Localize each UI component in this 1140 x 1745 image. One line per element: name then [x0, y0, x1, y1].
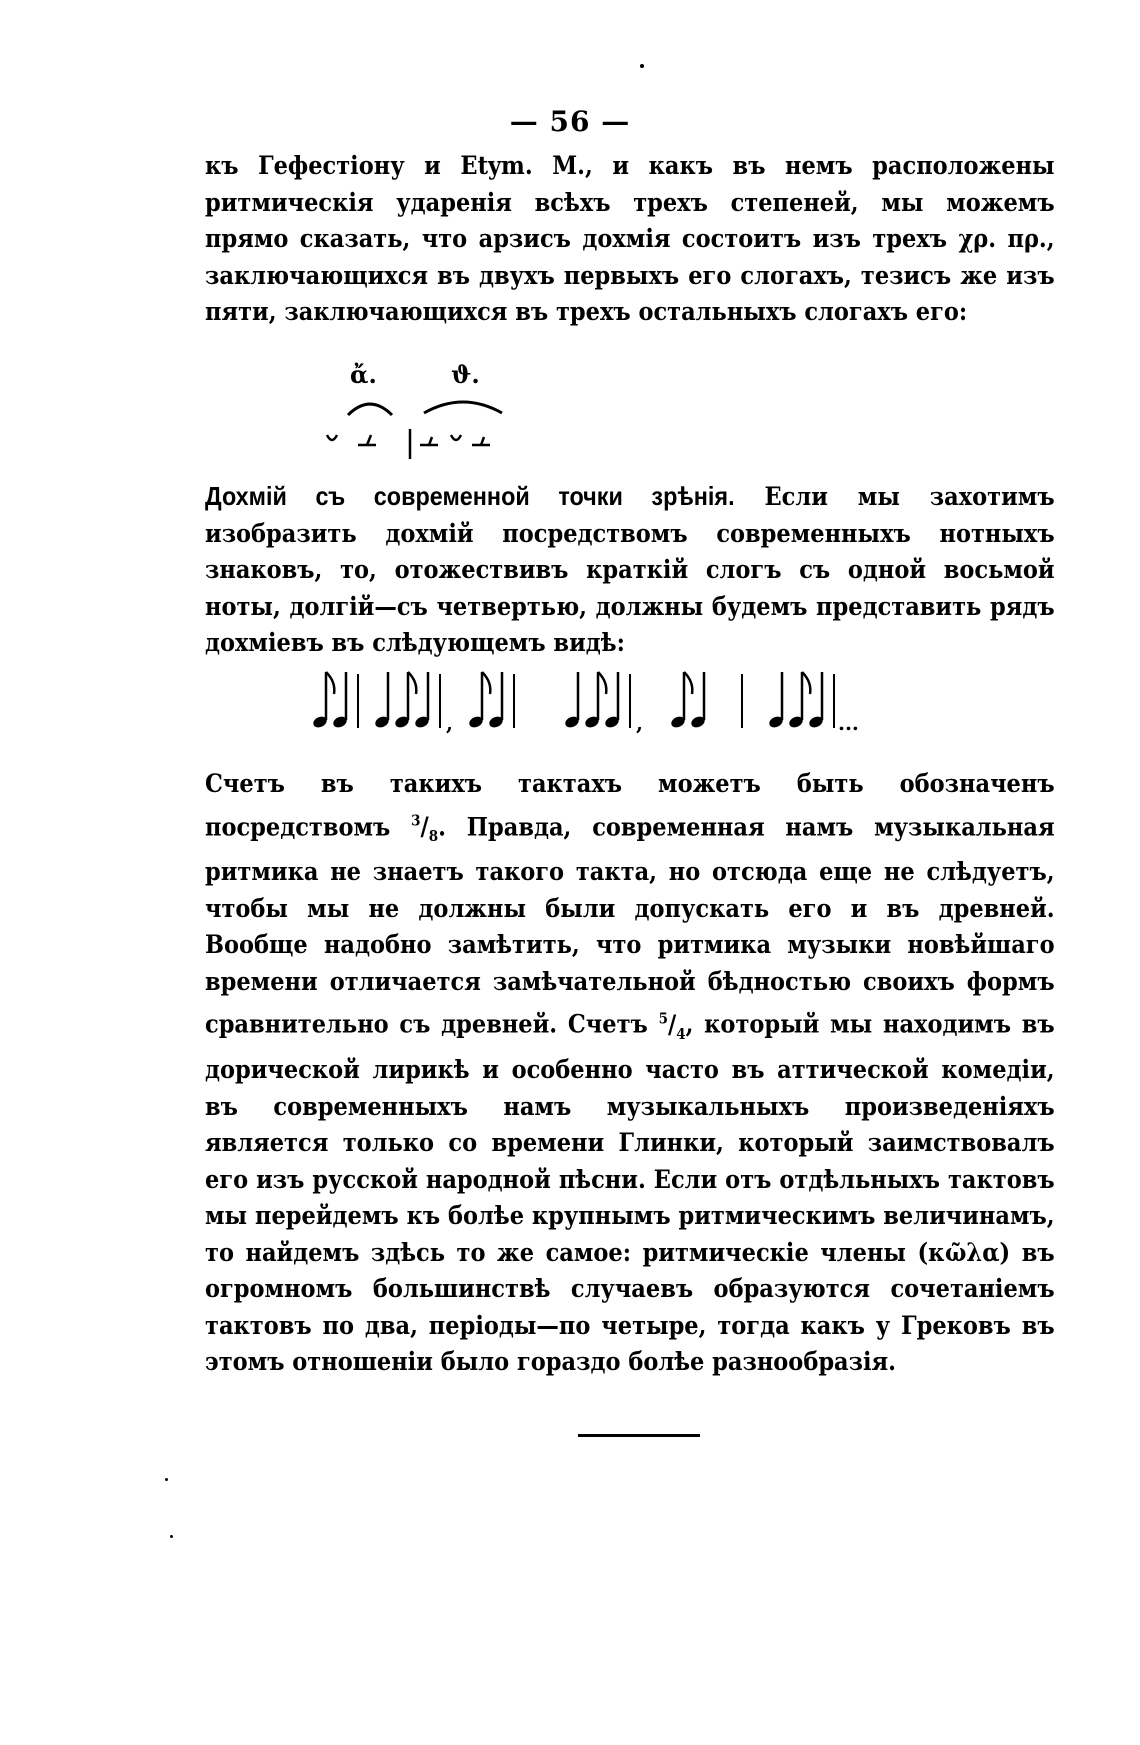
quarter-note	[604, 672, 621, 729]
measure-2	[374, 672, 453, 735]
paragraph-3	[205, 766, 1055, 1381]
arsis-arc	[348, 404, 392, 415]
thesis-label: ϑ.	[451, 360, 480, 389]
paragraph-2	[205, 478, 1055, 662]
end-rule	[578, 1434, 700, 1437]
measure-1	[312, 672, 358, 729]
paragraph-3-part-3: , который мы находимъ въ дорической лирикѣ и особенно часто въ аттической комедіи, въ современныхъ намъ музыкальныхъ произведеніяхъ является только со времени Глинки, который заимствовалъ его изъ русской народной пѣсни. Если отъ отдѣльныхъ тактовъ мы перейдемъ къ болѣе крупнымъ ритмическимъ величинамъ, то найдемъ здѣсь то же самое: ритмическіе члены (κῶλα) въ огромномъ большинствѣ случаевъ образуются сочетаніемъ тактовъ по два, періоды—по четыре, тогда какъ у Грековъ въ этомъ отношеніи было гораздо болѣе разнообразія.	[205, 1009, 1055, 1377]
time-sig-numerator: 5	[658, 1009, 668, 1028]
time-signature-3-8: $^3/_8$	[411, 811, 439, 845]
quarter-note	[690, 672, 707, 729]
comma: ,	[636, 711, 643, 735]
eighth-note	[584, 672, 607, 729]
print-speck-top	[640, 64, 644, 68]
quarter-note	[374, 672, 391, 729]
continuation-dots: ...	[838, 711, 859, 735]
measure-3	[468, 672, 514, 729]
time-sig-numerator: 3	[411, 811, 421, 830]
long-syllable-mark	[420, 437, 438, 445]
quarter-note	[332, 672, 349, 729]
section-heading: Дохмій съ современной точки зрѣнія.	[205, 481, 735, 511]
eighth-note	[312, 672, 335, 729]
short-syllable-mark	[451, 435, 461, 440]
quarter-note	[414, 672, 431, 729]
doсhmius-meter-figure	[318, 355, 538, 465]
thesis-arc	[424, 402, 502, 413]
eighth-note	[788, 672, 811, 729]
eighth-note	[394, 672, 417, 729]
arsis-label: ἄ.	[350, 360, 377, 389]
paragraph-3-part-2: . Правда, современная намъ музыкальная ритмика не знаетъ такого такта, но отсюда еще не слѣдуетъ, чтобы мы не должны были допускать его и въ древней. Вообще надобно замѣтить, что ритмика музыки новѣйшаго времени отличается замѣчательной бѣдностью своихъ формъ сравнительно съ древней. Счетъ	[205, 811, 1055, 1039]
quarter-note	[808, 672, 825, 729]
print-speck-left	[165, 1478, 168, 1481]
short-syllable-mark	[327, 435, 337, 440]
paragraph-2-text: Если мы захотимъ изобразить дохмій посредствомъ современныхъ нотныхъ знаковъ, то, отожествивъ краткій слогъ съ одной восьмой ноты, долгій—съ четвертью, должны будемъ представить рядъ дохміевъ въ слѣдующемъ видѣ:	[205, 482, 1055, 657]
comma: ,	[446, 711, 453, 735]
eighth-note	[670, 672, 693, 729]
quarter-note	[488, 672, 505, 729]
measure-6	[768, 672, 834, 729]
time-sig-denominator: 8	[428, 826, 439, 845]
measure-4	[564, 672, 643, 735]
music-notation-figure	[310, 660, 990, 740]
time-sig-denominator: 4	[676, 1024, 686, 1043]
eighth-note	[468, 672, 491, 729]
time-signature-5-4: $^5/_4$	[658, 1009, 686, 1043]
measure-5	[670, 672, 742, 729]
page-number: — 56 —	[509, 105, 631, 138]
print-speck-bottom	[170, 1535, 173, 1538]
long-syllable-mark	[358, 435, 376, 445]
long-syllable-mark	[472, 437, 490, 445]
paragraph-3-part-1: Счетъ въ такихъ тактахъ можетъ быть обозначенъ посредствомъ	[205, 769, 1055, 841]
quarter-note	[564, 672, 581, 729]
paragraph-1: къ Гефестіону и Etym. M., и какъ въ немъ расположены ритмическія ударенія всѣхъ трехъ степеней, мы можемъ прямо сказать, что арзисъ дохмія состоитъ изъ трехъ χρ. πρ., заключающихся въ двухъ первыхъ его слогахъ, тезисъ же изъ пяти, заключающихся въ трехъ остальныхъ слогахъ его:	[205, 151, 1055, 326]
quarter-note	[768, 672, 785, 729]
